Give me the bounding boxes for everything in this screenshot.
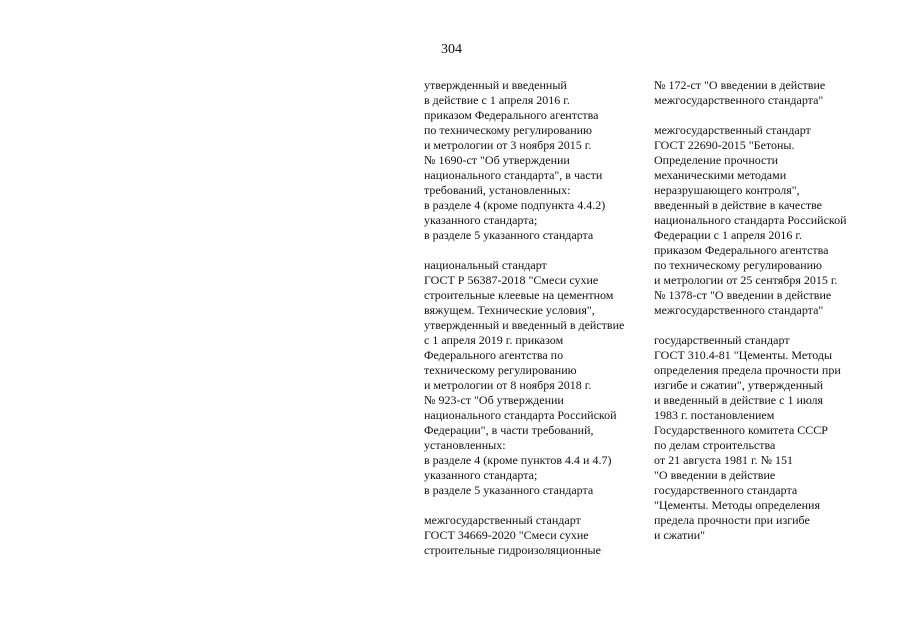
text-line: ГОСТ Р 56387-2018 "Смеси сухие	[424, 273, 599, 287]
text-paragraph	[424, 258, 646, 498]
text-line: с 1 апреля 2019 г. приказом	[424, 333, 564, 347]
text-line: строительные клеевые на цементном	[424, 288, 614, 302]
text-line: 1983 г. постановлением	[654, 408, 775, 422]
text-line: межгосударственный стандарт	[654, 123, 811, 137]
text-line: строительные гидроизоляционные	[424, 543, 601, 557]
text-line: Государственного комитета СССР	[654, 423, 828, 437]
text-line: ГОСТ 34669-2020 "Смеси сухие	[424, 528, 589, 542]
text-paragraph	[424, 513, 646, 558]
text-line: в действие с 1 апреля 2016 г.	[424, 93, 570, 107]
text-line: установленных:	[424, 438, 506, 452]
text-line: определения предела прочности при	[654, 363, 841, 377]
text-line: "О введении в действие	[654, 468, 776, 482]
text-line: приказом Федерального агентства	[654, 243, 829, 257]
text-line: утвержденный и введенный	[424, 78, 567, 92]
text-line: и введенный в действие с 1 июля	[654, 393, 824, 407]
text-line: и метрологии от 25 сентября 2015 г.	[654, 273, 838, 287]
text-line: в разделе 4 (кроме подпункта 4.4.2)	[424, 198, 606, 212]
text-line: и метрологии от 3 ноября 2015 г.	[424, 138, 592, 152]
text-line: государственный стандарт	[654, 333, 790, 347]
text-line: государственного стандарта	[654, 483, 798, 497]
text-line: неразрушающего контроля",	[654, 183, 800, 197]
text-line: указанного стандарта;	[424, 468, 538, 482]
text-line: приказом Федерального агентства	[424, 108, 599, 122]
text-line: изгибе и сжатии", утвержденный	[654, 378, 824, 392]
text-paragraph	[654, 78, 886, 108]
page-number: 304	[441, 42, 462, 57]
text-line: ГОСТ 22690-2015 "Бетоны.	[654, 138, 795, 152]
text-line: ГОСТ 310.4-81 "Цементы. Методы	[654, 348, 833, 362]
text-line: по техническому регулированию	[424, 123, 593, 137]
text-line: национальный стандарт	[424, 258, 547, 272]
text-line: национального стандарта", в части	[424, 168, 603, 182]
text-line: № 1690-ст "Об утверждении	[424, 153, 570, 167]
text-line: от 21 августа 1981 г. № 151	[654, 453, 794, 467]
text-line: утвержденный и введенный в действие	[424, 318, 625, 332]
text-paragraph	[654, 123, 886, 318]
text-line: вяжущем. Технические условия",	[424, 303, 595, 317]
text-line: № 172-ст "О введении в действие	[654, 78, 826, 92]
text-paragraph	[654, 333, 886, 543]
text-line: межгосударственного стандарта"	[654, 303, 824, 317]
text-line: № 923-ст "Об утверждении	[424, 393, 564, 407]
text-line: указанного стандарта;	[424, 213, 538, 227]
right-text-column	[654, 78, 886, 558]
text-line: техническому регулированию	[424, 363, 577, 377]
text-line: Федерального агентства по	[424, 348, 564, 362]
text-line: в разделе 5 указанного стандарта	[424, 483, 594, 497]
text-line: национального стандарта Российской	[654, 213, 847, 227]
text-line: по делам строительства	[654, 438, 776, 452]
text-line: № 1378-ст "О введении в действие	[654, 288, 832, 302]
left-text-column	[424, 78, 646, 573]
text-paragraph	[424, 78, 646, 243]
text-line: Федерации с 1 апреля 2016 г.	[654, 228, 802, 242]
text-line: предела прочности при изгибе	[654, 513, 810, 527]
text-line: и метрологии от 8 ноября 2018 г.	[424, 378, 592, 392]
text-line: введенный в действие в качестве	[654, 198, 823, 212]
text-line: по техническому регулированию	[654, 258, 823, 272]
text-line: требований, установленных:	[424, 183, 571, 197]
text-line: и сжатии"	[654, 528, 706, 542]
text-line: межгосударственного стандарта"	[654, 93, 824, 107]
text-line: Определение прочности	[654, 153, 779, 167]
text-line: в разделе 4 (кроме пунктов 4.4 и 4.7)	[424, 453, 612, 467]
text-line: механическими методами	[654, 168, 787, 182]
text-line: Федерации", в части требований,	[424, 423, 594, 437]
text-line: национального стандарта Российской	[424, 408, 617, 422]
text-line: в разделе 5 указанного стандарта	[424, 228, 594, 242]
text-line: межгосударственный стандарт	[424, 513, 581, 527]
text-line: "Цементы. Методы определения	[654, 498, 820, 512]
